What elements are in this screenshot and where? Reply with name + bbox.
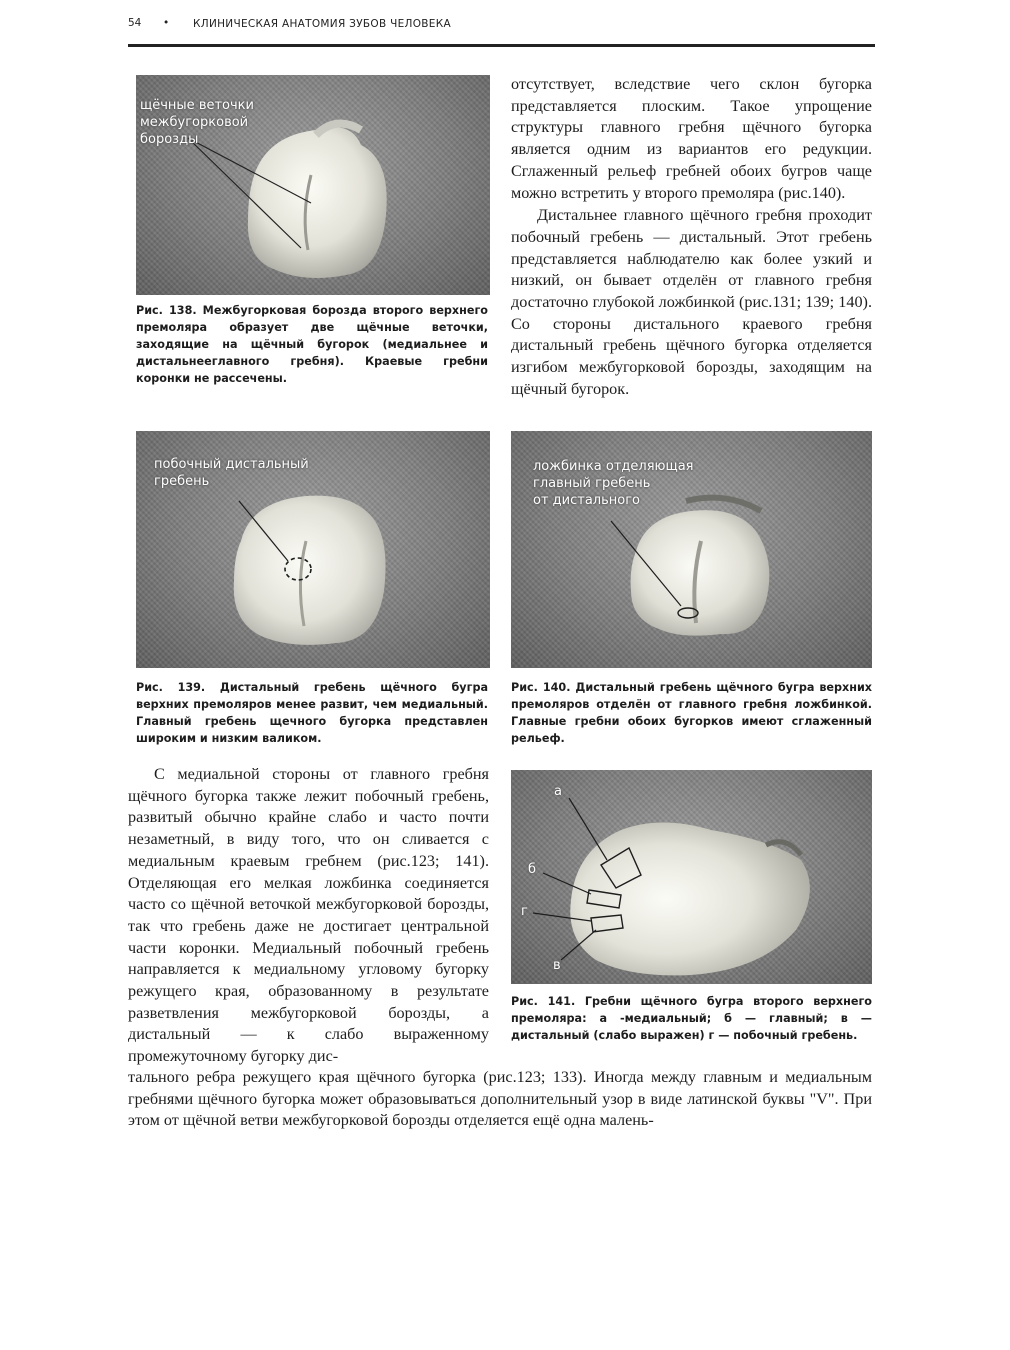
- figure-141-photo: [511, 770, 872, 984]
- figure-141-letter-g: г: [521, 904, 528, 919]
- figure-140-caption-text: Дистальный гребень щёчного бугра верхних премоляров отделён от главного гребня ложбинкой. Главные гребни обоих бугорков имеют сглаженный рельеф.: [511, 681, 872, 745]
- figure-138-caption-text: Межбугорковая борозда второго верхнего премоляра образует две щёчные веточки, заходящие на щёчный бугорок (медиальнее и дистальнееглавного гребня). Краевые гребни коронки не рассечены.: [136, 304, 488, 385]
- figure-140-number: Рис. 140.: [511, 681, 571, 694]
- right-column-text: [511, 74, 872, 401]
- left-column-text: [128, 764, 489, 1068]
- header-bullet: •: [163, 17, 170, 29]
- figure-139-number: Рис. 139.: [136, 681, 206, 694]
- figure-138-photo: [136, 75, 490, 295]
- figure-138-label: щёчные веточки межбугорковой борозды: [140, 98, 254, 147]
- figure-140-photo: [511, 431, 872, 668]
- full-width-text: [128, 1067, 872, 1132]
- figure-141-caption: [511, 993, 872, 1044]
- figure-141-letter-b: б: [528, 862, 537, 877]
- figure-139-caption: [136, 679, 488, 747]
- paragraph-1: отсутствует, вследствие чего склон бугорка представляется плоским. Такое упрощение структуры главного гребня щёчного бугорка является одним из вариантов его редукции. Сглаженный рельеф гребней обоих бугров чаще можно встретить у второго премоляра (рис.140).: [511, 75, 872, 202]
- figure-138-number: Рис. 138.: [136, 304, 197, 317]
- figure-141-number: Рис. 141.: [511, 995, 576, 1008]
- paragraph-4: тального ребра режущего края щёчного бугорка (рис.123; 133). Иногда между главным и медиальным гребнями щёчного бугорка может образовываться дополнительный узор в виде латинской буквы "V". При этом от щёчной ветви межбугорковой борозды отделяется ещё одна малень-: [128, 1068, 872, 1130]
- figure-140-caption: [511, 679, 872, 747]
- tooth-illustration-141: [511, 770, 872, 984]
- header-rule: [128, 44, 875, 47]
- running-title: КЛИНИЧЕСКАЯ АНАТОМИЯ ЗУБОВ ЧЕЛОВЕКА: [193, 18, 451, 30]
- figure-138-caption: [136, 302, 488, 387]
- figure-140-label: ложбинка отделяющая главный гребень от дистального: [533, 459, 694, 508]
- paragraph-3: С медиальной стороны от главного гребня щёчного бугорка также лежит побочный гребень, развитый обычно крайне слабо и часто почти незаметный, в виду того, что он сливается с медиальным краевым гребнем (рис.123; 141). Отделяющая его мелкая ложбинка соединяется часто со щёчной веточкой межбугорковой борозды, так что гребень даже не достигает центральной части коронки. Медиальный побочный гребень направляется к медиальному угловому бугорку режущего края, образованному в результате разветвления межбугорковой борозды, а дистальный — к слабо выраженному промежуточному бугорку дис-: [128, 765, 489, 1066]
- page-number: 54: [128, 17, 142, 29]
- figure-139-label: побочный дистальный гребень: [154, 457, 309, 489]
- figure-139-photo: [136, 431, 490, 668]
- figure-141-letter-v: в: [553, 958, 561, 973]
- paragraph-2: Дистальнее главного щёчного гребня проходит побочный гребень — дистальный. Этот гребень представляется наблюдателю как более узкий и низкий, он бывает отделён от главного гребня достаточно глубокой ложбинкой (рис.131; 139; 140). Со стороны дистального краевого гребня дистальный гребень щёчного бугорка отделяется изгибом межбугорковой борозды, заходящим на щёчный бугорок.: [511, 206, 872, 398]
- figure-139-caption-text: Дистальный гребень щёчного бугра верхних премоляров менее развит, чем медиальный. Главный гребень щечного бугорка представлен широким и низким валиком.: [136, 681, 488, 745]
- figure-141-letter-a: а: [554, 784, 562, 799]
- figure-141-caption-text: Гребни щёчного бугра второго верхнего премоляра: а -медиальный; б — главный; в — дистальный (слабо выражен) г — побочный гребень.: [511, 995, 872, 1042]
